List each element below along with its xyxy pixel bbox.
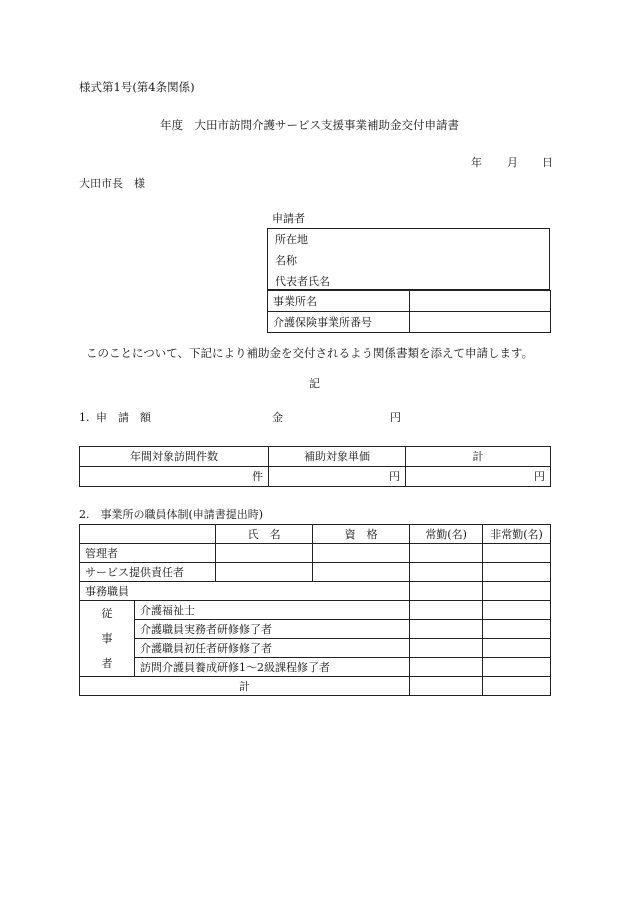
- office-name-label: 事業所名: [268, 291, 410, 312]
- header-name: 氏 名: [216, 525, 313, 544]
- worker-type-2-parttime[interactable]: [483, 620, 551, 639]
- manager-name[interactable]: [216, 544, 313, 563]
- worker-type-2-fulltime[interactable]: [410, 620, 483, 639]
- row-manager: 管理者: [80, 544, 216, 563]
- representative-label: 代表者氏名: [275, 275, 330, 288]
- total-fulltime[interactable]: [410, 677, 483, 696]
- applicant-heading: 申請者: [272, 212, 305, 225]
- worker-type-1-fulltime[interactable]: [410, 601, 483, 620]
- price-unit[interactable]: 円: [269, 467, 406, 487]
- worker-type-4-parttime[interactable]: [483, 658, 551, 677]
- workers-char-3: 者: [101, 657, 113, 670]
- workers-char-2: 事: [101, 632, 113, 645]
- date-day: 日: [542, 156, 553, 169]
- amount-yen: 円: [390, 411, 401, 424]
- header-total: 計: [406, 447, 551, 467]
- header-qualification: 資 格: [313, 525, 410, 544]
- section2-title: 2. 事業所の職員体制(申請書提出時): [79, 508, 264, 521]
- worker-type-1: 介護福祉士: [135, 601, 410, 620]
- manager-qualification[interactable]: [313, 544, 410, 563]
- row-office-staff: 事務職員: [80, 582, 410, 601]
- staff-table: [79, 524, 551, 696]
- workers-char-1: 従: [101, 607, 113, 620]
- worker-type-1-parttime[interactable]: [483, 601, 551, 620]
- fee-table: [79, 446, 551, 487]
- office-name-value[interactable]: [410, 291, 551, 312]
- service-chief-qualification[interactable]: [313, 563, 410, 582]
- service-chief-name[interactable]: [216, 563, 313, 582]
- service-chief-fulltime[interactable]: [410, 563, 483, 582]
- row-total: 計: [80, 677, 410, 696]
- section1-number: 1.: [79, 411, 90, 424]
- form-number: 様式第1号(第4条関係): [79, 80, 195, 94]
- body-text: このことについて、下記により補助金を交付されるよう関係書類を添えて申請します。: [86, 346, 534, 360]
- addressee: 大田市長 様: [79, 177, 145, 190]
- date-month: 月: [507, 156, 518, 169]
- header-fulltime: 常勤(名): [410, 525, 483, 544]
- total-parttime[interactable]: [483, 677, 551, 696]
- header-unit-price: 補助対象単価: [269, 447, 406, 467]
- worker-type-4: 訪問介護員養成研修1～2級課程修了者: [135, 658, 410, 677]
- page-title: 年度 大田市訪問介護サービス支援事業補助金交付申請書: [160, 118, 459, 132]
- date-year: 年: [471, 156, 482, 169]
- office-staff-parttime[interactable]: [483, 582, 551, 601]
- worker-type-3-fulltime[interactable]: [410, 639, 483, 658]
- header-parttime: 非常勤(名): [483, 525, 551, 544]
- name-label: 名称: [275, 254, 297, 267]
- worker-type-2: 介護職員実務者研修修了者: [135, 620, 410, 639]
- insurance-number-value[interactable]: [410, 312, 551, 333]
- office-staff-fulltime[interactable]: [410, 582, 483, 601]
- workers-label-cell: [80, 601, 135, 677]
- amount-label: 金: [272, 411, 283, 424]
- ki-label: 記: [309, 377, 320, 390]
- manager-fulltime[interactable]: [410, 544, 483, 563]
- address-label: 所在地: [275, 233, 308, 246]
- applicant-office-table: [267, 290, 551, 333]
- row-service-chief: サービス提供責任者: [80, 563, 216, 582]
- worker-type-3-parttime[interactable]: [483, 639, 551, 658]
- header-blank: [80, 525, 216, 544]
- worker-type-3: 介護職員初任者研修修了者: [135, 639, 410, 658]
- header-annual-visits: 年間対象訪問件数: [80, 447, 269, 467]
- applicant-info-box: [267, 228, 550, 290]
- section1-label: 申 請 額: [96, 411, 151, 424]
- total-unit[interactable]: 円: [406, 467, 551, 487]
- worker-type-4-fulltime[interactable]: [410, 658, 483, 677]
- visits-unit[interactable]: 件: [80, 467, 269, 487]
- service-chief-parttime[interactable]: [483, 563, 551, 582]
- manager-parttime[interactable]: [483, 544, 551, 563]
- insurance-number-label: 介護保険事業所番号: [268, 312, 410, 333]
